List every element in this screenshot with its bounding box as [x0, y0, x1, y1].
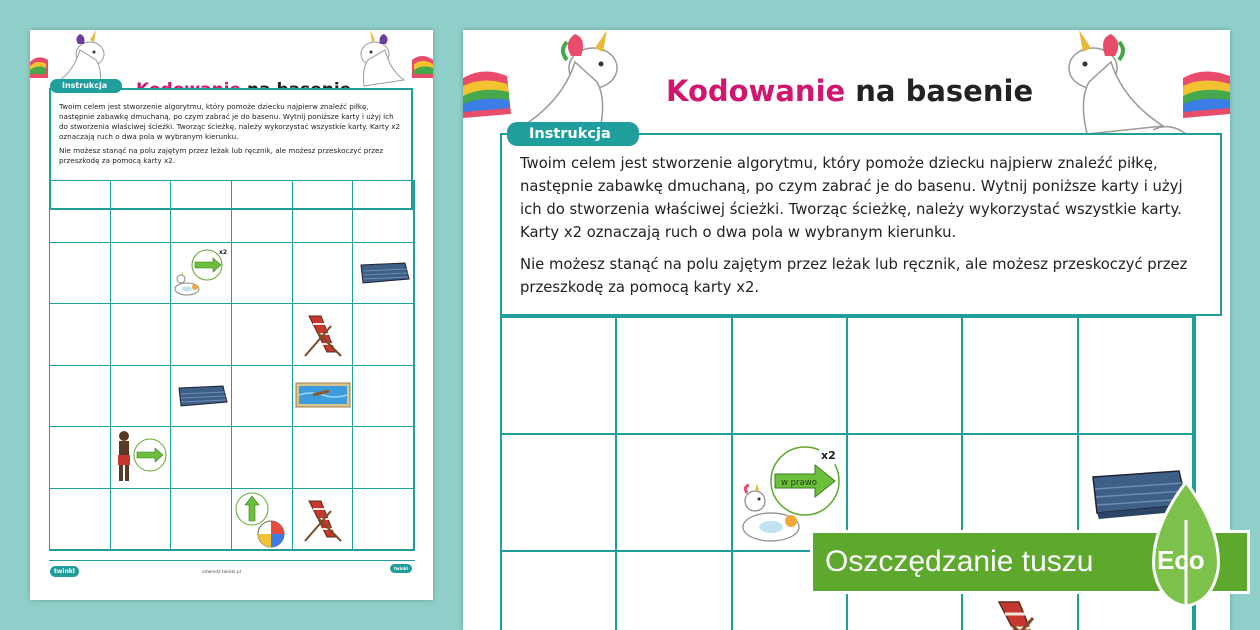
- grid-cell: [293, 181, 354, 243]
- grid-cell: [353, 427, 414, 489]
- right-card-label: w prawo: [780, 478, 817, 488]
- footer-divider: [49, 560, 415, 561]
- instruction-paragraph-1: Twoim celem jest stworzenie algorytmu, który pomoże dziecku najpierw znaleźć piłkę, następnie zabawkę dmuchaną, po czym zabrać je do basenu. Wytnij poniższe karty i użyj ich do stworzenia właściwej ścieżki. Tworząc ścieżkę, należy wykorzystać wszystkie karty. Karty x2 oznaczają ruch o dwa pola w wybranym kierunku.: [59, 102, 401, 141]
- grid-cell: [171, 427, 232, 489]
- beach-ball-icon: [256, 519, 286, 549]
- grid-cell: [171, 304, 232, 366]
- grid-cell: [617, 435, 732, 552]
- grid-cell: [50, 366, 111, 428]
- instruction-tab: Instrukcja: [507, 122, 639, 146]
- title-accent: Kodowanie: [666, 74, 846, 108]
- grid-cell: [232, 243, 293, 305]
- grid-cell: [502, 318, 617, 435]
- multiplier-label: x2: [820, 449, 836, 462]
- worksheet-preview-small: [30, 30, 433, 600]
- grid-cell: [848, 318, 963, 435]
- towel-icon: [173, 382, 229, 412]
- instruction-paragraph-2: Nie możesz stanąć na polu zajętym przez leżak lub ręcznik, ale możesz przeskoczyć przez przeszkodę za pomocą karty x2.: [520, 256, 1188, 296]
- grid-cell: [111, 366, 172, 428]
- grid-cell: [353, 243, 414, 305]
- instruction-tab: Instrukcja: [50, 79, 122, 93]
- twinkl-logo: twinkl: [50, 566, 79, 577]
- grid-cell: [50, 181, 111, 243]
- deckchair-icon: [987, 596, 1057, 630]
- grid-cell: [111, 304, 172, 366]
- grid-cell: [502, 552, 617, 630]
- grid-cell: [1079, 318, 1194, 435]
- grid-cell: [232, 366, 293, 428]
- eco-label: Eco: [1157, 545, 1205, 575]
- grid-cell: [353, 181, 414, 243]
- grid-cell: [111, 427, 172, 489]
- grid-cell: [293, 304, 354, 366]
- grid-cell: [353, 489, 414, 551]
- grid-cell: [50, 304, 111, 366]
- title-rest: na basenie: [845, 74, 1034, 108]
- grid-cell: [111, 243, 172, 305]
- grid-cell: [502, 435, 617, 552]
- grid-cell: [617, 318, 732, 435]
- deckchair-icon: [301, 312, 345, 358]
- right-arrow-card-icon: [189, 247, 227, 281]
- deckchair-icon: [301, 497, 345, 543]
- grid-cell: [353, 366, 414, 428]
- grid-cell: [171, 181, 232, 243]
- grid-cell: [111, 489, 172, 551]
- grid-cell: [232, 489, 293, 551]
- footer-url: odwiedź twinkl.pl: [202, 570, 241, 575]
- grid-cell: [353, 304, 414, 366]
- right-arrow-card-icon: [765, 441, 849, 517]
- footer-badge: twinkl: [390, 564, 412, 573]
- grid-cell: [293, 489, 354, 551]
- coding-grid: [49, 180, 415, 551]
- swimming-pool-icon: [295, 382, 351, 408]
- eco-banner-text: Oszczędzanie tuszu: [825, 545, 1094, 578]
- grid-cell: [733, 318, 848, 435]
- instruction-paragraph-1: Twoim celem jest stworzenie algorytmu, który pomoże dziecku najpierw znaleźć piłkę, następnie zabawkę dmuchaną, po czym zabrać je do basenu. Wytnij poniższe karty i użyj ich do stworzenia właściwej ścieżki. Tworząc ścieżkę, należy wykorzystać wszystkie karty. Karty x2 oznaczają ruch o dwa pola w wybranym kierunku.: [520, 155, 1183, 241]
- grid-cell: [232, 304, 293, 366]
- grid-cell: [50, 427, 111, 489]
- grid-cell: [293, 366, 354, 428]
- towel-icon: [355, 259, 411, 289]
- grid-cell: [171, 243, 232, 305]
- grid-cell: [50, 489, 111, 551]
- grid-cell: [293, 427, 354, 489]
- instruction-paragraph-2: Nie możesz stanąć na polu zajętym przez leżak lub ręcznik, ale możesz przeskoczyć przez przeszkodę za pomocą karty x2.: [59, 146, 384, 165]
- grid-cell: [50, 243, 111, 305]
- grid-cell: [617, 552, 732, 630]
- grid-cell: [232, 181, 293, 243]
- grid-cell: [232, 427, 293, 489]
- multiplier-label: x2: [219, 248, 228, 256]
- worksheet-title: [666, 74, 1033, 108]
- grid-cell: [171, 366, 232, 428]
- grid-cell: [293, 243, 354, 305]
- grid-cell: [171, 489, 232, 551]
- grid-cell: [963, 318, 1078, 435]
- right-arrow-card-icon: [131, 437, 169, 473]
- instruction-box: [500, 133, 1222, 316]
- grid-cell: [111, 181, 172, 243]
